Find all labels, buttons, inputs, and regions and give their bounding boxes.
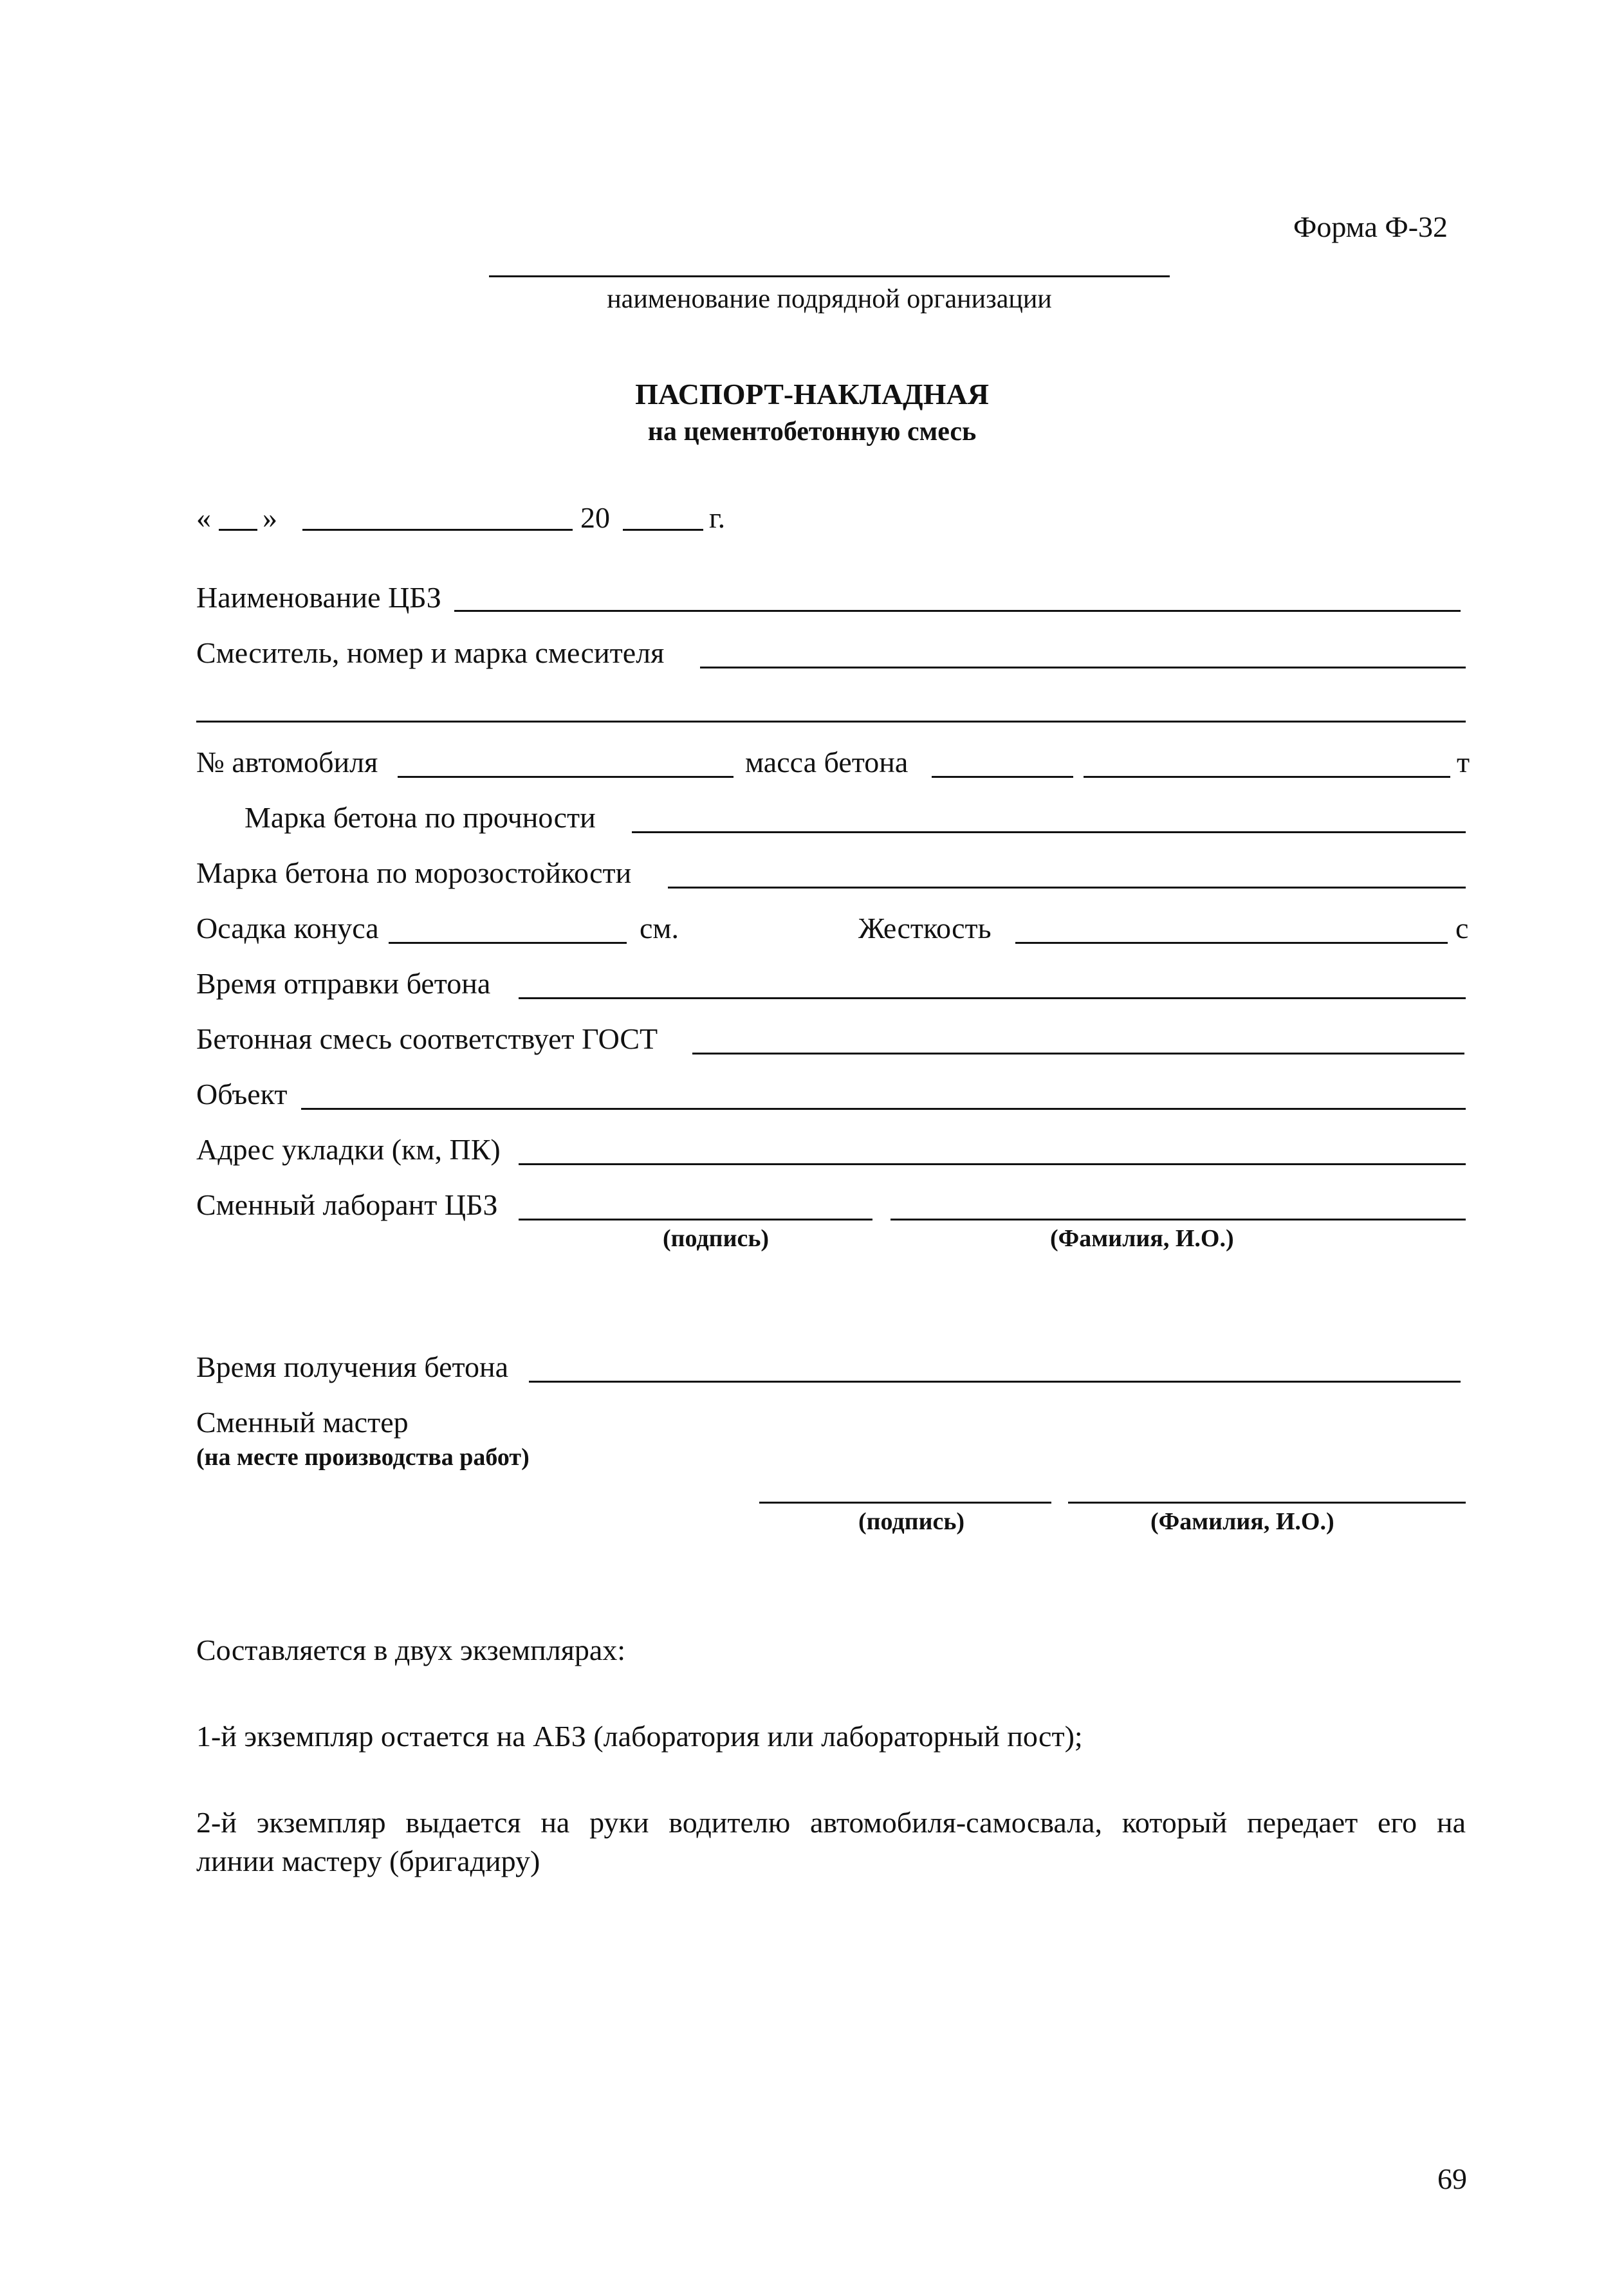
concrete-mass-line-2[interactable] (1084, 776, 1450, 778)
strength-grade-line[interactable] (632, 831, 1466, 833)
object-label: Объект (196, 1078, 288, 1110)
dispatch-time-line[interactable] (519, 997, 1466, 999)
document-subtitle: на цементобетонную смесь (647, 417, 977, 447)
mass-unit: т (1457, 746, 1470, 778)
page-number: 69 (1437, 2162, 1467, 2195)
frost-grade-line[interactable] (668, 887, 1466, 889)
shift-master-name-line[interactable] (1068, 1502, 1466, 1504)
notes-copy-2-line-2: линии мастеру (бригадиру) (196, 1845, 540, 1877)
shift-lab-name-caption: (Фамилия, И.О.) (1050, 1225, 1234, 1252)
mixer-label: Смеситель, номер и марка смесителя (196, 636, 665, 669)
shift-lab-signature-caption: (подпись) (663, 1225, 770, 1252)
date-year-prefix: 20 (580, 501, 610, 534)
date-year-suffix: г. (709, 501, 726, 534)
shift-lab-signature-line[interactable] (519, 1219, 872, 1220)
object-line[interactable] (301, 1108, 1466, 1110)
dispatch-time-label: Время отправки бетона (196, 967, 491, 1000)
cone-slump-line[interactable] (389, 942, 627, 944)
shift-master-label: Сменный мастер (196, 1406, 409, 1439)
cbz-name-label: Наименование ЦБЗ (196, 581, 441, 614)
shift-lab-label: Сменный лаборант ЦБЗ (196, 1188, 498, 1221)
gost-line[interactable] (692, 1053, 1464, 1055)
cbz-name-line[interactable] (454, 610, 1461, 612)
date-day-line[interactable] (219, 529, 257, 531)
concrete-mass-label: масса бетона (745, 746, 909, 778)
shift-master-name-caption: (Фамилия, И.О.) (1150, 1508, 1334, 1535)
cone-slump-label: Осадка конуса (196, 912, 379, 944)
organization-caption: наименование подрядной организации (607, 284, 1052, 314)
shift-master-signature-line[interactable] (759, 1502, 1051, 1504)
form-number: Форма Ф-32 (1293, 210, 1448, 243)
shift-master-note: (на месте производства работ) (196, 1444, 530, 1471)
shift-lab-name-line[interactable] (890, 1219, 1466, 1220)
vehicle-no-label: № автомобиля (196, 746, 378, 778)
notes-intro: Составляется в двух экземплярах: (196, 1634, 626, 1666)
laying-address-label: Адрес укладки (км, ПК) (196, 1133, 501, 1166)
stiffness-line[interactable] (1015, 942, 1448, 944)
organization-name-line[interactable] (489, 275, 1170, 277)
concrete-mass-line-1[interactable] (932, 776, 1073, 778)
date-year-line[interactable] (623, 529, 703, 531)
gost-label: Бетонная смесь соответствует ГОСТ (196, 1022, 658, 1055)
notes-copy-1: 1-й экземпляр остается на АБЗ (лаборатория или лабораторный пост); (196, 1720, 1083, 1753)
stiffness-unit: с (1455, 912, 1469, 944)
receive-time-label: Время получения бетона (196, 1350, 509, 1383)
vehicle-no-line[interactable] (398, 776, 734, 778)
date-month-line[interactable] (302, 529, 573, 531)
frost-grade-label: Марка бетона по морозостойкости (196, 856, 632, 889)
strength-grade-label: Марка бетона по прочности (245, 801, 596, 834)
mixer-line[interactable] (700, 667, 1466, 668)
mixer-line-2[interactable] (196, 721, 1466, 723)
document-title: ПАСПОРТ-НАКЛАДНАЯ (635, 378, 989, 410)
laying-address-line[interactable] (519, 1163, 1466, 1165)
slump-unit: см. (640, 912, 679, 944)
shift-master-signature-caption: (подпись) (858, 1508, 965, 1535)
date-close-quote: » (263, 501, 277, 534)
date-open-quote: « (196, 501, 211, 534)
notes-copy-2-line-1: 2-й экземпляр выдается на руки водителю автомобиля-самосвала, который передает его на (196, 1806, 1466, 1839)
stiffness-label: Жесткость (858, 912, 992, 944)
receive-time-line[interactable] (529, 1381, 1461, 1383)
